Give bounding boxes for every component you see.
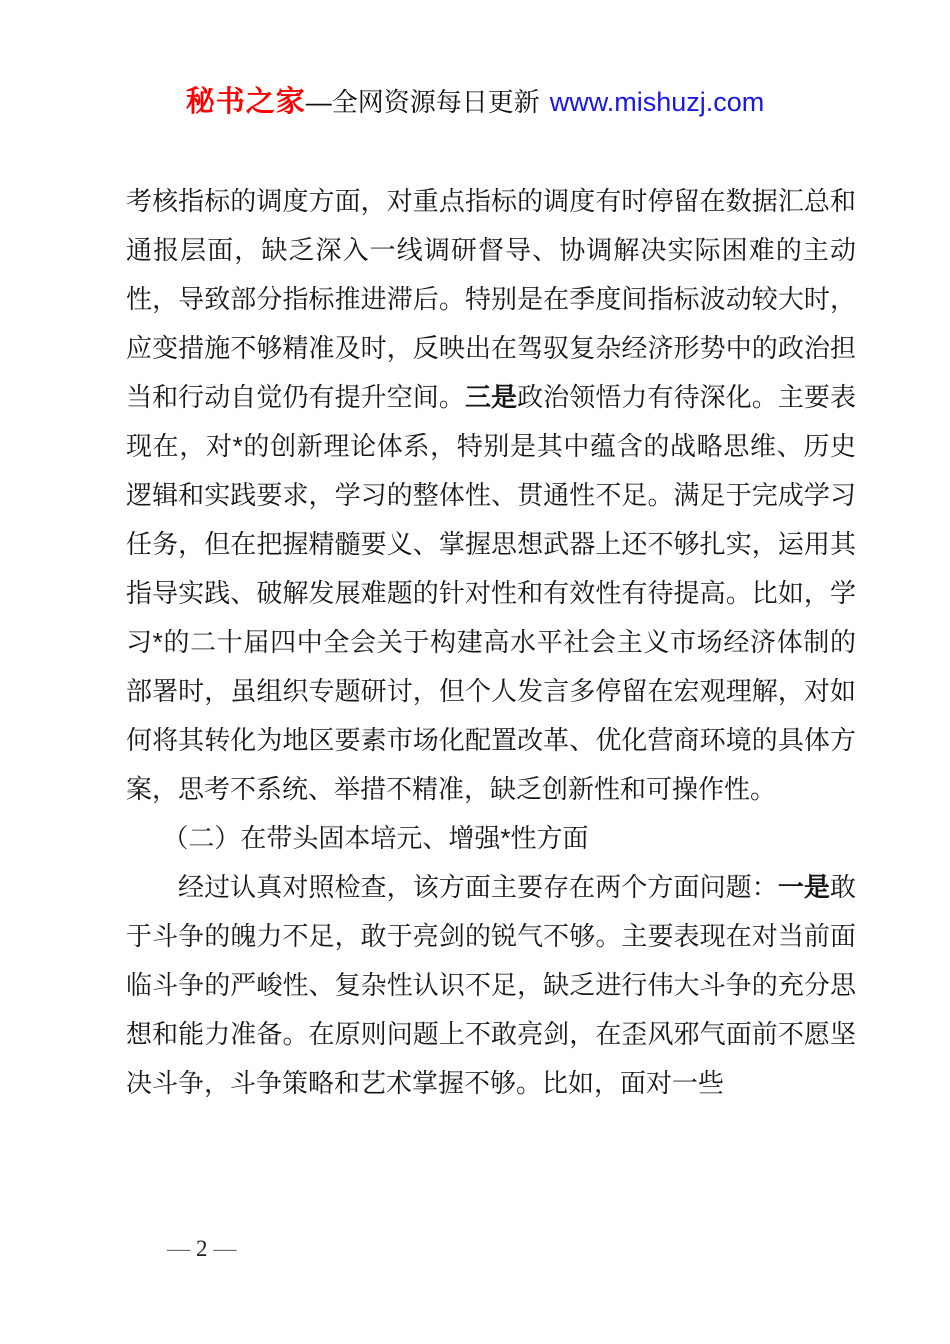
text-run: （二）在带头固本培元、增强*性方面 [162, 823, 589, 853]
document-body [126, 177, 856, 1108]
paragraph [126, 814, 856, 863]
page-header [0, 84, 950, 125]
paragraph [126, 177, 856, 814]
page-number: 2 [196, 1236, 208, 1261]
site-url-link[interactable]: www.mishuzj.com [549, 87, 765, 117]
text-run: 经过认真对照检查，该方面主要存在两个方面问题： [178, 872, 778, 902]
emphasis-text-run: 一是 [777, 872, 830, 902]
text-run: 政治领悟力有待深化。主要表现在，对*的创新理论体系，特别是其中蕴含的战略思维、历史逻辑和实践要求，学习的整体性、贯通性不足。满足于完成学习任务，但在把握精髓要义、掌握思想武器上还不够扎实，运用其指导实践、破解发展难题的针对性和有效性有待提高。比如，学习*的二十届四中全会关于构建高水平社会主义市场经济体制的部署时，虽组织专题研讨，但个人发言多停留在宏观理解，对如何将其转化为地区要素市场化配置改革、优化营商环境的具体方案，思考不系统、举措不精准，缺乏创新性和可操作性。 [126, 382, 856, 804]
page-number-footer [161, 1236, 243, 1262]
emphasis-text-run: 三是 [464, 382, 518, 412]
footer-left-dash: — [167, 1236, 190, 1261]
text-run: 考核指标的调度方面，对重点指标的调度有时停留在数据汇总和通报层面，缺乏深入一线调研督导、协调解决实际困难的主动性，导致部分指标推进滞后。特别是在季度间指标波动较大时，应变措施不够精准及时，反映出在驾驭复杂经济形势中的政治担当和行动自觉仍有提升空间。 [126, 186, 856, 412]
site-tagline: —全网资源每日更新 [305, 87, 540, 117]
footer-right-dash: — [213, 1236, 237, 1261]
text-run: 敢于斗争的魄力不足，敢于亮剑的锐气不够。主要表现在对当前面临斗争的严峻性、复杂性认识不足，缺乏进行伟大斗争的充分思想和能力准备。在原则问题上不敢亮剑，在歪风邪气面前不愿坚决斗争，斗争策略和艺术掌握不够。比如，面对一些 [126, 872, 856, 1098]
paragraph [126, 863, 856, 1108]
site-brand: 秘书之家 [185, 86, 306, 118]
